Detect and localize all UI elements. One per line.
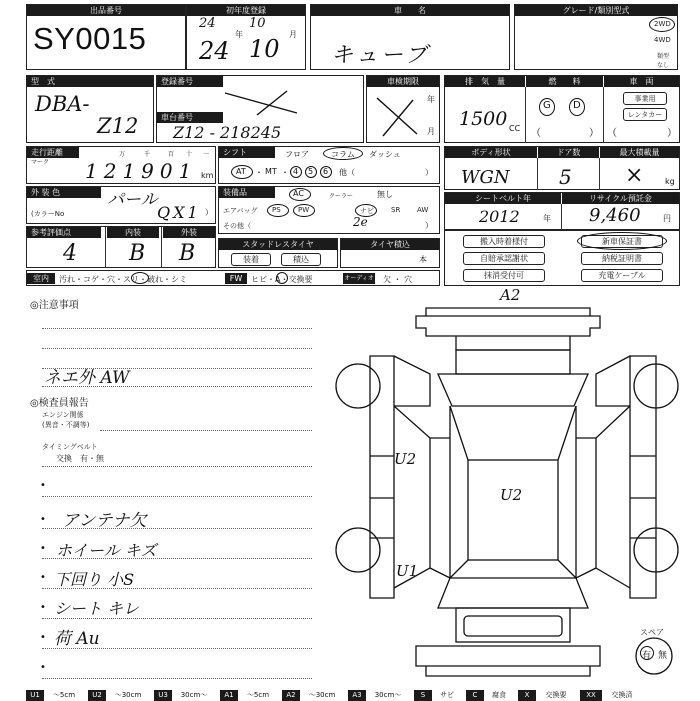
car-name-label: 車 名 (311, 5, 509, 16)
model-handwritten-2: Z12 (97, 114, 139, 138)
legend-text-u3: 30cm～ (180, 691, 208, 699)
first-registration-label: 初年度登録 (187, 5, 305, 16)
caution-handwritten: ネエ外 AW (44, 368, 130, 388)
inspection-month-unit: 月 (427, 127, 435, 136)
shift-num-6: 6 (323, 167, 329, 176)
reg-month-small: 10 (249, 16, 266, 31)
seatbelt-box (444, 192, 680, 230)
documents-box (444, 230, 680, 286)
legend-code-c: C (466, 690, 484, 701)
mileage-box (26, 146, 216, 184)
drive-4wd: 4WD (654, 36, 671, 44)
lot-number-label: 出品番号 (27, 5, 185, 16)
report-line-3 (42, 558, 312, 559)
fw-item-circle (276, 272, 288, 284)
shift-label: シフト (219, 147, 275, 158)
shift-close: ） (425, 168, 433, 177)
inspection-year-unit: 年 (427, 95, 435, 104)
recycle-handwritten: 9,460 (589, 205, 641, 226)
use-commercial: 事業用 (623, 92, 667, 105)
body-label: ボディ形状 (445, 147, 537, 158)
report-text-6: 荷 Au (54, 629, 100, 649)
reg-year-handwritten: 24 (199, 37, 230, 65)
studless-used: 装着 (231, 253, 271, 266)
doc-item-6: 充電ケーブル (581, 269, 663, 282)
use-label: 車 両 (603, 76, 679, 87)
body-divider (537, 158, 538, 190)
legend-text-c: 腐食 (492, 691, 506, 699)
doc-item-1: 搬入時着様付 (463, 235, 545, 248)
first-registration-box (186, 4, 306, 70)
doc-item-3: 自賠承認謝状 (463, 252, 545, 265)
score-box (26, 226, 216, 268)
shift-dot-1: ・ (255, 168, 263, 177)
seatbelt-unit: 年 (543, 214, 551, 223)
report-line-6 (42, 648, 312, 649)
seatbelt-handwritten: 2012 (479, 207, 520, 226)
legend-text-a2: ～30cm (308, 691, 336, 699)
car-name-box (310, 4, 510, 70)
equip-aw: AW (417, 206, 429, 214)
interior-label: 内装 (107, 227, 159, 238)
use-paren-close: ） (667, 128, 677, 139)
equip-cooler: クーラー (329, 193, 354, 200)
engine-line (100, 430, 312, 431)
doc-item-5: 抹消受付可 (463, 269, 545, 282)
legend-text-xx: 交換済 (611, 691, 633, 699)
chassis-label: 車台番号 (157, 112, 223, 123)
report-bullet-1: • (40, 480, 46, 491)
shift-floor: フロア (285, 150, 309, 159)
registration-box (156, 75, 364, 143)
fw-tag: FW (225, 273, 247, 284)
damage-mark-rear-left: U1 (396, 562, 419, 580)
door-label: ドア数 (537, 147, 599, 158)
studless-loaded: 積込 (281, 253, 321, 266)
audio-items: 欠 ・ 穴 (383, 275, 413, 284)
legend-code-u1: U1 (26, 690, 44, 701)
type-none-2: なし (657, 62, 670, 69)
equip-other-close: ） (425, 221, 433, 230)
reg-month-handwritten: 10 (249, 35, 280, 63)
seatbelt-divider (561, 204, 562, 230)
interior-item-circle (131, 272, 149, 284)
report-bullet-2: • (40, 514, 46, 525)
reg-year-small: 24 (199, 16, 216, 31)
audio-tag: オーディオ (344, 275, 374, 282)
use-rental: レンタカー (623, 108, 667, 121)
legend-code-a3: A3 (348, 690, 366, 701)
report-line-7 (42, 678, 312, 679)
mileage-mark: マーク (31, 159, 50, 166)
doc-item-2-circle (577, 232, 667, 250)
model-handwritten-1: DBA- (35, 92, 90, 116)
shift-column: コラム (331, 150, 355, 159)
door-divider (599, 158, 600, 190)
grade-box (514, 4, 678, 70)
damage-mark-left: U2 (394, 450, 417, 468)
timing-options: 交換 有・無 (56, 454, 104, 463)
legend-text-a3: 30cm～ (374, 691, 402, 699)
recycle-unit: 円 (663, 214, 671, 223)
shift-other: 他（ (339, 168, 355, 177)
reg-year-unit: 年 (235, 30, 243, 39)
damage-mark-center: U2 (500, 486, 523, 504)
equip-sr: SR (391, 206, 401, 214)
report-text-3: ホイール キズ (56, 541, 157, 560)
studless-box (218, 238, 338, 268)
displacement-label: 排 気 量 (445, 76, 525, 87)
displacement-box (444, 75, 680, 143)
equip-other: その他（ (223, 222, 251, 230)
disp-divider (525, 87, 526, 143)
inspection-box (366, 75, 440, 143)
drive-2wd: 2WD (654, 20, 671, 28)
report-text-4: 下回り 小S (54, 570, 135, 589)
inspection-cross (373, 94, 423, 139)
engine-sub: (異音・不調等) (42, 421, 90, 429)
digit-unit-hyaku: 百 (168, 151, 175, 158)
interior-tag: 室内 (27, 273, 55, 284)
tire-unit: 本 (419, 255, 427, 264)
caution-label: ◎注意事項 (30, 300, 79, 311)
shift-box (218, 146, 440, 184)
studless-label: スタッドレスタイヤ (219, 239, 337, 250)
fw-items: ヒビ・A・交換要 (251, 275, 313, 284)
doc-item-2: 新車保証書 (581, 235, 663, 248)
legend-code-a1: A1 (220, 690, 238, 701)
equip-other-handwritten: 2e (353, 215, 368, 229)
registration-cross (217, 88, 307, 118)
timing-line (42, 466, 312, 467)
score-handwritten: 4 (63, 241, 77, 266)
legend-code-u2: U2 (88, 690, 106, 701)
legend-text-u1: ～5cm (52, 691, 76, 699)
report-bullet-5: • (40, 602, 46, 613)
report-bullet-4: • (40, 572, 46, 583)
equip-pw: PW (298, 206, 310, 214)
fuel-paren-close: ） (589, 128, 599, 139)
exterior-handwritten: B (179, 241, 196, 266)
color-handwritten: パール (107, 190, 158, 210)
spare-no: 無 (658, 651, 668, 661)
damage-mark-roof: A2 (500, 286, 521, 304)
digit-unit-man: 万 (119, 151, 126, 158)
timing-label: タイミングベルト (42, 443, 98, 451)
use-paren-open: （ (607, 128, 617, 139)
lot-number-box (26, 4, 186, 70)
legend-code-u3: U3 (154, 690, 172, 701)
color-no-close: ） (205, 208, 213, 217)
model-box (26, 75, 154, 143)
mileage-handwritten: 121901 (85, 159, 198, 183)
report-line-1 (42, 496, 312, 497)
model-label: 型 式 (27, 76, 153, 87)
report-bullet-6: • (40, 632, 46, 643)
displacement-unit: CC (509, 124, 521, 133)
shift-mt: MT (265, 167, 277, 176)
chassis-handwritten: Z12 - 218245 (173, 123, 282, 142)
body-box (444, 146, 680, 190)
digit-unit-ichi: 一 (203, 151, 210, 158)
equipment-label: 装備品 (219, 187, 275, 198)
spare-yes: 有 (642, 651, 652, 661)
reg-month-unit: 月 (289, 30, 297, 39)
grade-label: グレード/類別型式 (515, 5, 677, 16)
report-text-2: アンテナ欠 (62, 511, 147, 531)
engine-label: エンジン関係 (42, 411, 84, 419)
color-no-handwritten: QX1 (157, 203, 201, 222)
shift-num-5: 5 (308, 167, 314, 176)
shift-dot-2: ・ (281, 168, 289, 177)
car-name-handwritten: キューブ (331, 43, 430, 68)
equipment-box (218, 186, 440, 234)
color-box (26, 186, 216, 224)
report-line-2 (42, 528, 312, 529)
inspection-label: 車検期限 (367, 76, 439, 87)
capacity-label: 最大積載量 (599, 147, 679, 158)
score-label: 参考評価点 (27, 227, 101, 238)
shift-num-4: 4 (293, 167, 299, 176)
digit-unit-sen: 千 (144, 151, 151, 158)
equip-navi: ナビ (360, 207, 374, 215)
capacity-unit: kg (665, 177, 675, 186)
legend-text-u2: ～30cm (114, 691, 142, 699)
fuel-d: D (573, 100, 581, 111)
legend-code-x: X (518, 690, 536, 701)
fuel-paren-open: （ (531, 128, 541, 139)
mileage-label: 走行距離 (27, 147, 79, 158)
score-divider-1 (105, 227, 106, 268)
shift-at: AT (236, 167, 246, 176)
interior-items: 汚れ・コゲ・穴・スリ・破れ・シミ (59, 275, 187, 284)
report-bullet-3: • (40, 543, 46, 554)
report-bullet-7: • (40, 662, 46, 673)
capacity-handwritten: × (625, 163, 644, 188)
report-text-5: シート キレ (54, 599, 139, 618)
body-handwritten: WGN (461, 167, 510, 188)
recycle-label: リサイクル預託金 (561, 193, 679, 204)
digit-unit-juu: 十 (186, 151, 193, 158)
type-none-1: 類型 (657, 53, 670, 60)
door-handwritten: 5 (559, 165, 572, 189)
exterior-label: 外装 (163, 227, 215, 238)
report-line-4 (42, 588, 312, 589)
fuel-divider (603, 87, 604, 143)
spare-label: スペア (640, 628, 664, 637)
report-label: ◎検査員報告 (30, 398, 89, 409)
caution-line-2 (42, 348, 312, 349)
score-divider-2 (161, 227, 162, 268)
tire-label: タイヤ積込 (341, 239, 439, 250)
legend-code-a2: A2 (282, 690, 300, 701)
report-line-5 (42, 618, 312, 619)
legend-text-a1: ～5cm (246, 691, 270, 699)
doc-item-4: 納税証明書 (581, 252, 663, 265)
mileage-km: km (201, 171, 214, 180)
equip-ps: PS (272, 206, 281, 214)
equip-ac: AC (293, 189, 304, 198)
legend-bar (26, 690, 696, 701)
displacement-handwritten: 1500 (459, 108, 508, 130)
shift-dash: ダッシュ (369, 150, 401, 159)
caution-line-1 (42, 328, 312, 329)
fuel-label: 燃 料 (525, 76, 603, 87)
lot-number: SY0015 (33, 21, 147, 56)
condition-row (26, 270, 440, 286)
seatbelt-label: シートベルト年 (445, 193, 561, 204)
equip-airbag: エアバッグ (223, 207, 258, 215)
interior-handwritten: B (129, 241, 146, 266)
legend-code-xx: XX (580, 690, 602, 701)
registration-label: 登録番号 (157, 76, 223, 87)
legend-text-s: サビ (440, 691, 454, 699)
fuel-g: G (543, 100, 551, 111)
legend-text-x: 交換要 (545, 691, 567, 699)
equip-none: 無し (377, 190, 393, 199)
color-no-label: (カラーNo (31, 210, 65, 218)
tire-box (340, 238, 440, 268)
color-label: 外 装 色 (27, 187, 101, 198)
legend-code-s: S (414, 690, 432, 701)
